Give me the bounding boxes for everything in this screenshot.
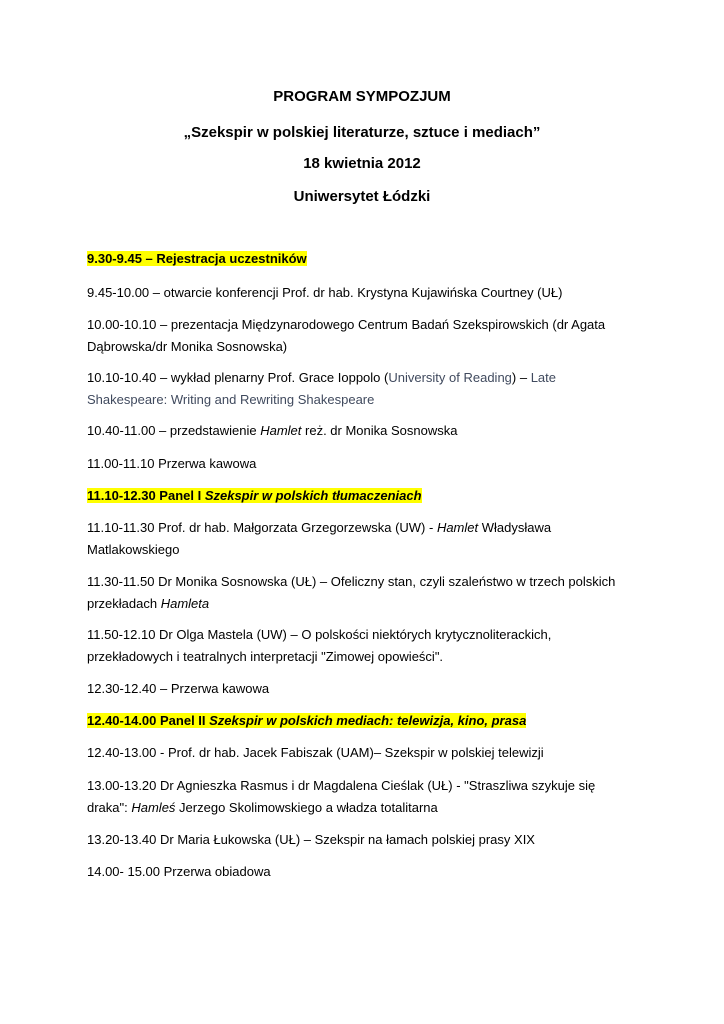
- performance-text-a: 10.40-11.00 – przedstawienie: [87, 423, 261, 438]
- talk-6-entry: 13.20-13.40 Dr Maria Łukowska (UŁ) – Szekspir na łamach polskiej prasy XIX: [87, 832, 535, 847]
- lecture-entry: [87, 367, 647, 411]
- panel-2-header: [87, 710, 647, 732]
- registration-entry: [87, 248, 647, 270]
- registration-text: 9.30-9.45 – Rejestracja uczestników: [87, 251, 307, 266]
- talk-2-hamleta: Hamleta: [160, 596, 210, 611]
- presentation-line-2: Dąbrowska/dr Monika Sosnowska): [87, 339, 288, 354]
- lunch-break: 14.00- 15.00 Przerwa obiadowa: [87, 864, 271, 879]
- panel-2-highlight: [87, 713, 526, 728]
- panel-2-title: Szekspir w polskich mediach: telewizja, kino, prasa: [209, 713, 527, 728]
- talk-1-line-1: [87, 517, 647, 539]
- talk-1-hamlet: Hamlet: [436, 520, 479, 535]
- presentation-line-1: 10.00-10.10 – prezentacja Międzynarodowego Centrum Badań Szekspirowskich (dr Agata: [87, 317, 606, 332]
- symposium-date: 18 kwietnia 2012: [303, 155, 421, 172]
- lecture-line-2: Shakespeare: Writing and Rewriting Shakespeare: [87, 392, 375, 407]
- opening-entry: 9.45-10.00 – otwarcie konferencji Prof. dr hab. Krystyna Kujawińska Courtney (UŁ): [87, 285, 563, 300]
- presentation-entry: [87, 314, 647, 358]
- symposium-subtitle: „Szekspir w polskiej literaturze, sztuce i mediach”: [183, 124, 541, 141]
- talk-3-line-2: przekładowych i teatralnych interpretacji "Zimowej opowieści".: [87, 649, 444, 664]
- talk-1-entry: [87, 517, 647, 561]
- talk-5-text-a: draka":: [87, 800, 132, 815]
- performance-text-c: reż. dr Monika Sosnowska: [301, 423, 458, 438]
- panel-1-header: [87, 485, 647, 507]
- talk-1-text-c: Władysława: [478, 520, 552, 535]
- panel-2-time: 12.40-14.00 Panel II: [87, 713, 210, 728]
- talk-2-entry: [87, 571, 647, 615]
- talk-5-line-2: [87, 797, 647, 819]
- talk-2-line-2: [87, 593, 647, 615]
- program-title: PROGRAM SYMPOZJUM: [273, 88, 451, 105]
- panel-1-highlight: [87, 488, 422, 503]
- talk-3-line-1: 11.50-12.10 Dr Olga Mastela (UW) – O polskości niektórych krytycznoliterackich,: [87, 627, 552, 642]
- panel-1-title: Szekspir w polskich tłumaczeniach: [204, 488, 422, 503]
- lecture-line-1: [87, 367, 647, 389]
- talk-5-hamles: Hamleś: [131, 800, 176, 815]
- panel-1-time: 11.10-12.30 Panel I: [87, 488, 205, 503]
- talk-5-entry: [87, 775, 647, 819]
- talk-1-line-2: Matlakowskiego: [87, 542, 180, 557]
- lecture-title-start: Late: [530, 370, 557, 385]
- lecture-text-a: 10.10-10.40 – wykład plenarny Prof. Grace Ioppolo (: [87, 370, 389, 385]
- talk-5-text-c: Jerzego Skolimowskiego a władza totalitarna: [175, 800, 438, 815]
- talk-4-entry: 12.40-13.00 - Prof. dr hab. Jacek Fabiszak (UAM)– Szekspir w polskiej telewizji: [87, 745, 544, 760]
- talk-3-entry: [87, 624, 647, 668]
- performance-title: Hamlet: [260, 423, 302, 438]
- coffee-break-2: 12.30-12.40 – Przerwa kawowa: [87, 681, 270, 696]
- talk-2-text-a: przekładach: [87, 596, 161, 611]
- performance-entry: [87, 420, 647, 442]
- lecture-university: University of Reading: [388, 370, 512, 385]
- lecture-text-c: ) –: [511, 370, 531, 385]
- talk-5-line-1: 13.00-13.20 Dr Agnieszka Rasmus i dr Magdalena Cieślak (UŁ) - "Straszliwa szykuje się: [87, 778, 596, 793]
- symposium-venue: Uniwersytet Łódzki: [293, 188, 431, 205]
- talk-1-text-a: 11.10-11.30 Prof. dr hab. Małgorzata Grzegorzewska (UW) -: [87, 520, 437, 535]
- talk-2-line-1: 11.30-11.50 Dr Monika Sosnowska (UŁ) – Ofeliczny stan, czyli szaleństwo w trzech polskich: [87, 574, 616, 589]
- coffee-break-1: 11.00-11.10 Przerwa kawowa: [87, 456, 257, 471]
